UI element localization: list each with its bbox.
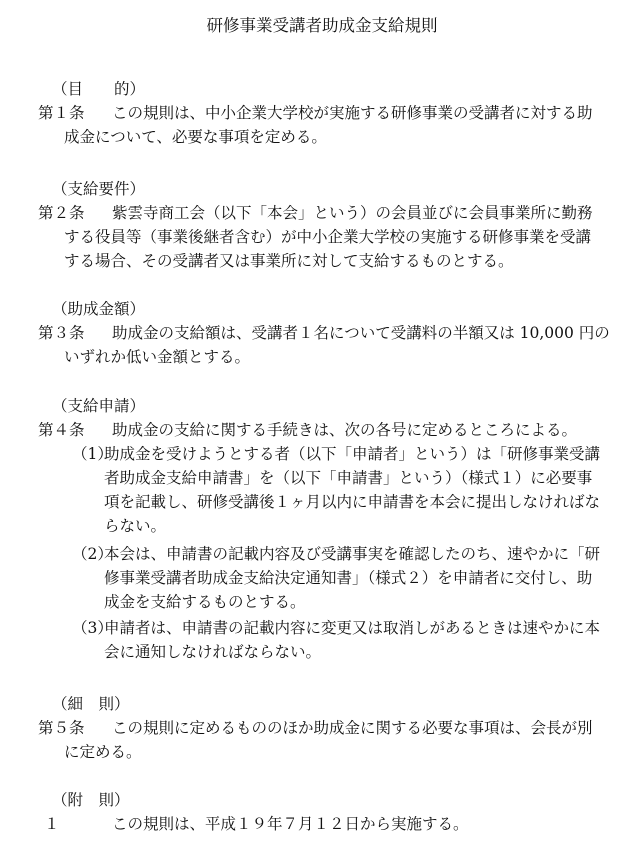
article4-item3-line-1: 申請者は、申請書の記載内容に変更又は取消しがあるときは速やかに本: [104, 619, 601, 637]
document-title: 研修事業受講者助成金支給規則: [206, 16, 438, 35]
article4-item2-line-1: 本会は、申請書の記載内容及び受講事実を確認したのち、速やかに「研: [104, 545, 601, 563]
article4-item3-number: （3）: [72, 619, 113, 637]
article4-text-line-1: 助成金の支給に関する手続きは、次の各号に定めるところによる。: [112, 421, 578, 439]
article3-number: 第３条: [38, 324, 85, 342]
article4-item1-line-3: 項を記載し、研修受講後１ヶ月以内に申請書を本会に提出しなければな: [104, 493, 601, 511]
article2-number: 第２条: [38, 204, 85, 222]
article4-item1-line-4: らない。: [104, 517, 167, 535]
supplement-number: １: [44, 815, 60, 833]
article2-text-line-3: する場合、その受講者又は事業所に対して支給するものとする。: [64, 252, 514, 270]
article4-item1-number: （1）: [72, 445, 113, 463]
article1-text-line-2: 成金について、必要な事項を定める。: [64, 128, 327, 146]
article3-text-line-1: 助成金の支給額は、受講者１名について受講料の半額又は 10,000 円の: [112, 324, 610, 342]
article5-text-line-2: に定める。: [64, 743, 142, 761]
article5-heading: （細 則）: [52, 695, 130, 713]
article4-item2-line-3: 成金を支給するものとする。: [104, 593, 306, 611]
article2-text-line-2: する役員等（事業後継者含む）が中小企業大学校の実施する研修事業を受講: [64, 228, 592, 246]
article3-text-line-2: いずれか低い金額とする。: [64, 348, 251, 366]
article2-text-line-1: 紫雲寺商工会（以下「本会」という）の会員並びに会員事業所に勤務: [112, 204, 593, 222]
article4-item2-line-2: 修事業受講者助成金支給決定通知書」（様式２）を申請者に交付し、助: [104, 569, 593, 587]
article2-heading: （支給要件）: [52, 180, 146, 198]
article4-item2-number: （2）: [72, 545, 113, 563]
article1-text-line-1: この規則は、中小企業大学校が実施する研修事業の受講者に対する助: [112, 104, 593, 122]
article4-heading: （支給申請）: [52, 397, 146, 415]
article4-item3-line-2: 会に通知しなければならない。: [104, 643, 322, 661]
article4-item1-line-1: 助成金を受けようとする者（以下「申請者」という）は「研修事業受講: [104, 445, 601, 463]
article5-text-line-1: この規則に定めるもののほか助成金に関する必要な事項は、会長が別: [112, 719, 593, 737]
article3-heading: （助成金額）: [52, 300, 146, 318]
article1-heading: （目 的）: [52, 80, 146, 98]
supplement-heading: （附 則）: [52, 791, 130, 809]
article4-number: 第４条: [38, 421, 85, 439]
article4-item1-line-2: 者助成金支給申請書」を（以下「申請書」という）（様式１）に必要事: [104, 469, 593, 487]
supplement-text: この規則は、平成１９年７月１２日から実施する。: [112, 815, 469, 833]
article5-number: 第５条: [38, 719, 85, 737]
article1-number: 第１条: [38, 104, 85, 122]
